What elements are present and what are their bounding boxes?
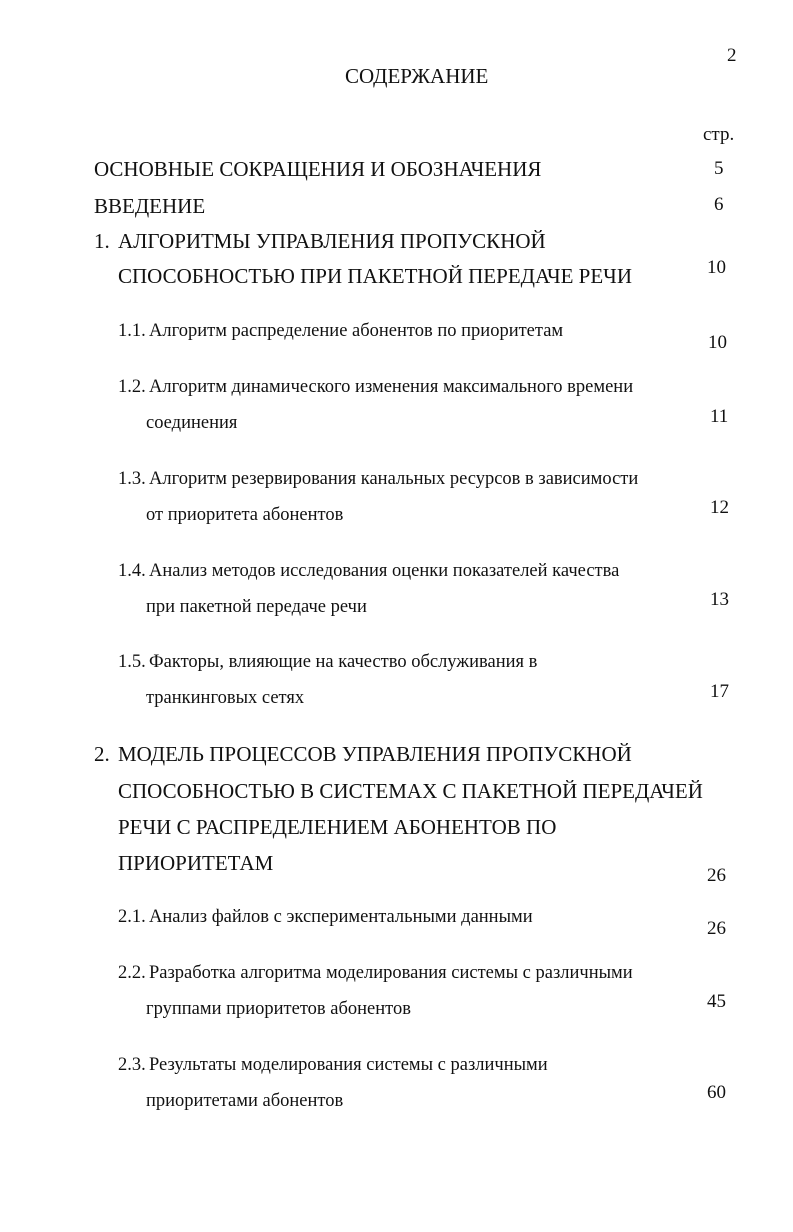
toc-section-2-3-page: 60 [707, 1082, 726, 1103]
toc-section-1-4-title-line1[interactable]: Анализ методов исследования оценки показателей качества [149, 561, 620, 581]
toc-section-2-2-number: 2.2. [118, 963, 146, 983]
toc-section-1-4-number: 1.4. [118, 561, 146, 581]
toc-chapter-2-page: 26 [707, 865, 726, 886]
toc-chapter-1-number: 1. [94, 229, 110, 253]
toc-section-2-3-number: 2.3. [118, 1055, 146, 1075]
toc-page-introduction: 6 [714, 194, 724, 215]
toc-section-2-2-title-line2[interactable]: группами приоритетов абонентов [146, 999, 411, 1019]
toc-chapter-1-page: 10 [707, 257, 726, 278]
toc-section-2-1-title[interactable]: Анализ файлов с экспериментальными данными [149, 907, 533, 927]
toc-section-1-3-title-line1[interactable]: Алгоритм резервирования канальных ресурсов в зависимости [149, 469, 639, 489]
toc-section-1-2-title-line2[interactable]: соединения [146, 413, 238, 433]
toc-entry-introduction[interactable]: ВВЕДЕНИЕ [94, 194, 206, 218]
toc-page-abbreviations: 5 [714, 158, 724, 179]
toc-chapter-2-title-line2[interactable]: СПОСОБНОСТЬЮ В СИСТЕМАХ С ПАКЕТНОЙ ПЕРЕДАЧЕЙ [118, 779, 703, 803]
toc-entry-abbreviations[interactable]: ОСНОВНЫЕ СОКРАЩЕНИЯ И ОБОЗНАЧЕНИЯ [94, 157, 542, 181]
toc-chapter-1-title-line2[interactable]: СПОСОБНОСТЬЮ ПРИ ПАКЕТНОЙ ПЕРЕДАЧЕ РЕЧИ [118, 264, 632, 288]
toc-section-1-2-page: 11 [710, 406, 729, 427]
toc-section-1-4-title-line2[interactable]: при пакетной передаче речи [146, 597, 367, 617]
toc-section-2-3-title-line2[interactable]: приоритетами абонентов [146, 1091, 344, 1111]
toc-section-1-1-number: 1.1. [118, 321, 146, 341]
toc-section-1-5-title-line2[interactable]: транкинговых сетях [146, 688, 305, 708]
page-column-header: стр. [703, 124, 735, 145]
toc-section-1-4-page: 13 [710, 589, 729, 610]
toc-section-1-3-title-line2[interactable]: от приоритета абонентов [146, 505, 344, 525]
toc-section-1-1-page: 10 [708, 332, 727, 353]
toc-chapter-2-number: 2. [94, 742, 110, 766]
toc-section-2-3-title-line1[interactable]: Результаты моделирования системы с различными [149, 1055, 548, 1075]
toc-section-2-1-number: 2.1. [118, 907, 146, 927]
page-number: 2 [727, 45, 737, 66]
toc-section-1-5-number: 1.5. [118, 652, 146, 672]
toc-section-1-2-title-line1[interactable]: Алгоритм динамического изменения максимального времени [149, 377, 634, 397]
toc-section-1-3-page: 12 [710, 497, 729, 518]
toc-section-1-1-title[interactable]: Алгоритм распределение абонентов по приоритетам [149, 321, 564, 341]
toc-section-1-5-page: 17 [710, 681, 729, 702]
toc-section-1-3-number: 1.3. [118, 469, 146, 489]
toc-chapter-1-title-line1[interactable]: АЛГОРИТМЫ УПРАВЛЕНИЯ ПРОПУСКНОЙ [118, 229, 546, 253]
toc-section-1-5-title-line1[interactable]: Факторы, влияющие на качество обслуживания в [149, 652, 538, 672]
page-title: СОДЕРЖАНИЕ [345, 64, 489, 88]
toc-chapter-2-title-line1[interactable]: МОДЕЛЬ ПРОЦЕССОВ УПРАВЛЕНИЯ ПРОПУСКНОЙ [118, 742, 632, 766]
toc-section-2-2-title-line1[interactable]: Разработка алгоритма моделирования системы с различными [149, 963, 633, 983]
toc-section-2-1-page: 26 [707, 918, 726, 939]
toc-section-1-2-number: 1.2. [118, 377, 146, 397]
toc-chapter-2-title-line3[interactable]: РЕЧИ С РАСПРЕДЕЛЕНИЕМ АБОНЕНТОВ ПО [118, 815, 557, 839]
toc-chapter-2-title-line4[interactable]: ПРИОРИТЕТАМ [118, 851, 274, 875]
toc-section-2-2-page: 45 [707, 991, 726, 1012]
